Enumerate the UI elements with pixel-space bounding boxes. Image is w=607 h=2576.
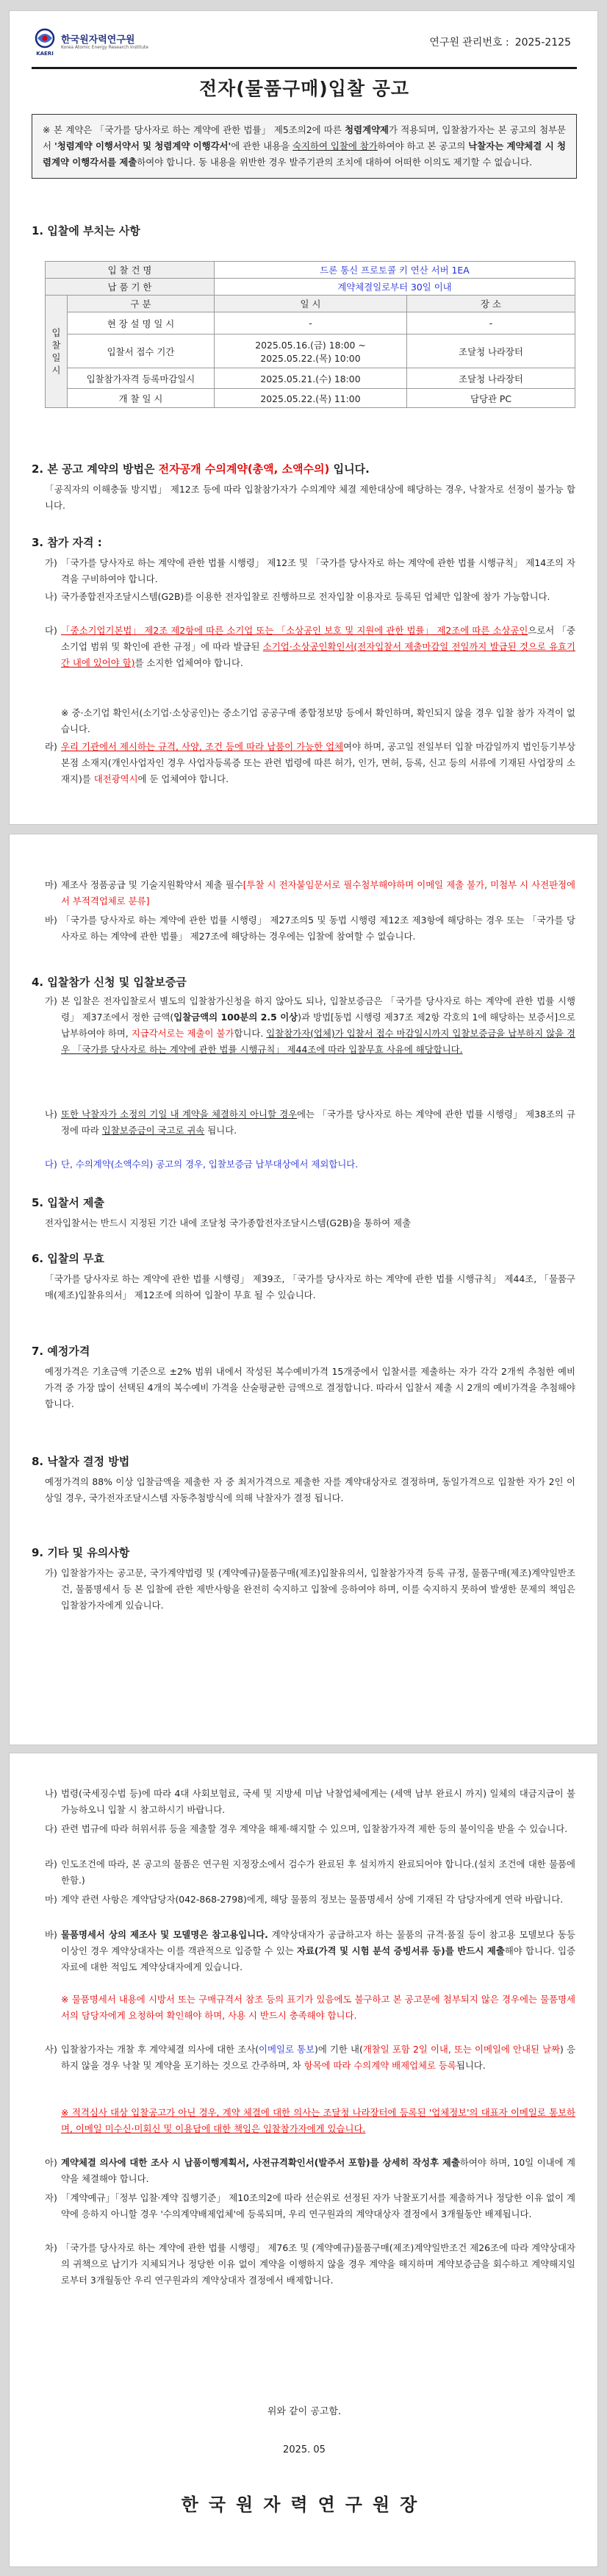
notes-item-f: 바) 물품명세서 상의 제조사 및 모델명은 참고용입니다. 계약상대자가 공급하고자 하는 물품의 규격·품질 등이 참고용 모델보다 동등 이상인 경우 계약상대자는 이를 객관적으로 입증할 수 있는 자료(가격 및 시험 분석 증빙서류 등)를 반드시 제출해야 합니다. 입증자료에 대한 적임도 계약상대자에게 있습니다.: [45, 1929, 575, 1972]
org-name: 한국원자력연구원: [61, 35, 135, 46]
eligibility-note: ※ 중·소기업 확인서(소기업·소상공인)는 중소기업 공공구매 종합정보망 등에서 확인하며, 확인되지 않을 경우 입찰 참가 자격이 없습니다.: [61, 707, 575, 734]
integrity-notice: ※ 본 계약은 「국가를 당사자로 하는 계약에 관한 법률」 제5조의2에 따른 청렴계약제가 적용되며, 입찰참가자는 본 공고의 첨부문서 '청렴계약 이행서약서 및 청렴계약 이행각서'에 관한 내용을 숙지하여 입찰에 참가하여야 하고 본 공고의 낙찰자는 계약체결 시 청렴계약 이행각서를 제출하여야 합니다. 동 내용을 위반한 경우 발주기관의 조치에 대하여 어떠한 이의도 제기할 수 없습니다.: [32, 114, 577, 179]
document-number: [429, 35, 571, 49]
section-8-body: 예정가격의 88% 이상 입찰금액을 제출한 자 중 최저가격으로 제출한 자를 계약대상자로 결정하며, 동일가격으로 입찰한 자가 2인 이상일 경우, 국가전자조달시스템 자동추첨방식에 의해 낙찰자가 결정 됩니다.: [45, 1476, 575, 1503]
col-header-datetime: 일 시: [215, 296, 407, 312]
eligibility-item-d: 라) 우리 기관에서 제시하는 규격, 사양, 조건 등에 따라 납품이 가능한 업체여야 하며, 공고일 전일부터 입찰 마감일까지 법인등기부상 본점 소재지(개인사업자인 경우 사업자등록증 또는 관련 법령에 따른 허가, 인가, 면허, 등록, 신고 등의 서류에 기재된 사업장의 소재지)를 대전광역시에 둔 업체여야 합니다.: [45, 741, 575, 784]
section-6-body: 「국가를 당사자로 하는 계약에 관한 법률 시행령」 제39조, 「국가를 당사자로 하는 계약에 관한 법률 시행규칙」 제44조, 「물품구매(제조)입찰유의서」 제12조에 의하여 입찰이 무효 될 수 있습니다.: [45, 1273, 575, 1300]
eligibility-item-c: 다) 「중소기업기본법」 제2조 제2항에 따른 소기업 또는 「소상공인 보호 및 지원에 관한 법률」 제2조에 따른 소상공인으로서 「중소기업 범위 및 확인에 관한 규정」에 따라 발급된 소기업·소상공인확인서(전자입찰서 제출마감일 전일까지 발급된 것으로 유효기간 내에 있어야 함)를 소지한 업체여야 합니다.: [45, 625, 575, 668]
col-header-place: 장 소: [407, 296, 575, 312]
table-row: 현 장 설 명 일 시 - -: [46, 312, 575, 334]
col-header-type: 구 분: [68, 296, 215, 312]
document-number-label: 연구원 관리번호 :: [429, 37, 509, 49]
section-7-body: 예정가격은 기초금액 기준으로 ±2% 범위 내에서 작성된 복수예비가격 15개중에서 입찰서를 제출하는 자가 각각 2개씩 추첨한 예비가격 중 가장 많이 선택된 4개의 복수예비 가격을 산술평균한 금액으로 결정합니다. 따라서 입찰서 제출 시 2개의 예비가격을 추첨해야 합니다.: [45, 1366, 575, 1409]
section-2-title: 2. 본 공고 계약의 방법은 전자공개 수의계약(총액, 소액수의) 입니다.: [32, 462, 370, 476]
eligibility-item-a: 가) 「국가를 당사자로 하는 계약에 관한 법률 시행령」 제12조 및 「국가를 당사자로 하는 계약에 관한 법률 시행규칙」 제14조의 자격을 구비하여야 합니다.: [45, 557, 575, 584]
eligibility-item-e: 마) 제조사 정품공급 및 기술지원확약서 제출 필수[투찰 시 전자붙임문서로 필수첨부해야하며 이메일 제출 불가, 미첨부 시 사전판정에서 부적격업체로 분류]: [45, 879, 575, 906]
bid-name-label: 입 찰 건 명: [46, 262, 215, 279]
schedule-label: 입찰일시: [46, 296, 68, 408]
bid-schedule-table: [45, 261, 575, 408]
delivery-due-value: 계약체결일로부터 30일 이내: [215, 279, 575, 296]
page-2: [9, 834, 598, 1745]
notes-item-j: 차) 「국가를 당사자로 하는 계약에 관한 법률 시행령」 제76조 및 (계약예규)물품구매(제조)계약일반조건 제26조에 따라 계약상대자의 귀책으로 납기가 지체되거나 정당한 이유 없이 계약을 이행하지 않을 경우 계약을 해지하며 계약보증금을 회수하고 계약해지일로부터 3개월동안 우리 연구원과의 계약상대자 결정에서 배제합니다.: [45, 2242, 575, 2286]
notes-item-a: 가) 입찰참가자는 공고문, 국가계약법령 및 (계약예규)물품구매(제조)입찰유의서, 입찰참가자격 등록 규정, 물품구매(제조)계약일반조건, 물품명세서 등 본 입찰에 관한 제반사항을 완전히 숙지하고 입찰에 응하여야 하며, 이를 숙지하지 못하여 발생한 문제의 책임은 입찰참가자에게 있습니다.: [45, 1567, 575, 1611]
document-number-value: 2025-2125: [514, 37, 571, 49]
section-1-title: 1. 입찰에 부치는 사항: [32, 224, 140, 237]
org-name-en: Korea Atomic Energy Research Institute: [61, 45, 148, 50]
deposit-item-c: 다) 단, 수의계약(소액수의) 공고의 경우, 입찰보증금 납부대상에서 제외합니다.: [45, 1159, 359, 1170]
table-row: 입찰참가자격 등록마감일시 2025.05.21.(수) 18:00 조달청 나라장터: [46, 368, 575, 389]
notes-spec-note: ※ 물품명세서 내용에 시방서 또는 구매규격서 참조 등의 표기가 있음에도 불구하고 본 공고문에 첨부되지 않은 경우에는 물품명세서의 담당자에게 요청하여 확인해야 하며, 사용 시 반드시 충족해야 합니다.: [61, 1994, 575, 2021]
section-4-title: 4. 입찰참가 신청 및 입찰보증금: [32, 976, 187, 989]
closing-text: 위와 같이 공고함.: [267, 2406, 342, 2417]
table-row: 입찰서 접수 기간 2025.05.16.(금) 18:00 ~ 2025.05.22.(목) 10:00 조달청 나라장터: [46, 334, 575, 368]
delivery-due-label: 납 품 기 한: [46, 279, 215, 296]
notes-item-e: 마) 계약 관련 사항은 계약담당자(042-868-2798)에게, 해당 물품의 정보는 물품명세서 상에 기재된 각 담당자에게 연락 바랍니다.: [45, 1894, 564, 1905]
svg-text:KAERI: KAERI: [36, 51, 54, 57]
kaeri-logo-icon: [32, 27, 58, 57]
page-3: [9, 1753, 598, 2567]
notes-item-b: 나) 법령(국세징수법 등)에 따라 4대 사회보험료, 국세 및 지방세 미납 낙찰업체에게는 (세액 납부 완료시 까지) 일체의 대금지급이 불가능하오니 입찰 시 참고하시기 바랍니다.: [45, 1788, 575, 1815]
notes-item-g: 사) 입찰참가자는 개찰 후 계약체결 의사에 대한 조사(이메일로 통보)에 기한 내(개찰일 포함 2일 이내, 또는 이메일에 안내된 날짜) 응하지 않을 경우 낙찰 및 계약을 포기하는 것으로 간주하며, 차 항목에 따라 수의계약 배제업체로 등록됩니다.: [45, 2044, 575, 2071]
notes-item-h: 아) 계약체결 의사에 대한 조사 시 납품이행계획서, 사전규격확인서(발주서 포함)를 상세히 작성후 제출하여야 하며, 10일 이내에 계약을 체결해야 합니다.: [45, 2157, 575, 2184]
deposit-item-b: 나) 또한 낙찰자가 소정의 기일 내 계약을 체결하지 아니할 경우에는 「국가를 당사자로 하는 계약에 관한 법률 시행령」 제38조의 규정에 따라 입찰보증금이 국고로 귀속 됩니다.: [45, 1109, 575, 1136]
announcement-date: 2025. 05: [283, 2444, 326, 2455]
org-logo: [32, 27, 149, 58]
section-2-body: 「공직자의 이해충돌 방지법」 제12조 등에 따라 입찰참가자가 수의계약 체결 제한대상에 해당하는 경우, 낙찰자로 선정이 불가능 합니다.: [45, 484, 575, 511]
section-8-title: 8. 낙찰자 결정 방법: [32, 1455, 130, 1468]
notes-item-i: 자) 「계약예규」「정부 입찰·계약 집행기준」 제10조의2에 따라 선순위로 선정된 자가 낙찰포기서를 제출하거나 정당한 이유 없이 계약에 응하지 아니할 경우 '수의계약배제업체'에 등록되며, 우리 연구원과의 계약대상자 결정에서 3개월동안 배제됩니다.: [45, 2192, 575, 2219]
notes-email-note: ※ 적격심사 대상 입찰공고가 아닌 경우, 계약 체결에 대한 의사는 조달청 나라장터에 등록된 '업체정보'의 대표자 이메일로 통보하며, 이메일 미수신·미회신 및 이용답에 대한 책임은 입찰참가자에게 있습니다.: [61, 2107, 575, 2134]
section-9-title: 9. 기타 및 유의사항: [32, 1546, 130, 1559]
signer-name: 한국원자력연구원장: [181, 2494, 428, 2515]
header-rule: [32, 67, 577, 69]
section-5-title: 5. 입찰서 제출: [32, 1196, 105, 1209]
document-header: [32, 24, 577, 65]
eligibility-item-b: 나) 국가종합전자조달시스템(G2B)를 이용한 전자입찰로 진행하므로 전자입찰 이용자로 등록된 업체만 입찰에 참가 가능합니다.: [45, 591, 550, 602]
section-6-title: 6. 입찰의 무효: [32, 1252, 105, 1265]
notes-item-d: 라) 인도조건에 따라, 본 공고의 물품은 연구원 지정장소에서 검수가 완료된 후 설치까지 완료되어야 합니다.(설치 조건에 대한 물품에 한함.): [45, 1858, 575, 1886]
deposit-item-a: 가) 본 입찰은 전자입찰로서 별도의 입찰참가신청을 하지 않아도 되나, 입찰보증금은 「국가를 당사자로 하는 계약에 관한 법률 시행령」 제37조에서 정한 금액(입찰금액의 100분의 2.5 이상)과 방법[동법 시행령 제37조 제2항 각호의 1에 해당하는 보증서]으로 납부하여야 하며, 지급각서로는 제출이 불가합니다. 입찰참가자(업체)가 입찰서 접수 마감일시까지 입찰보증금을 납부하지 않을 경우 「국가를 당사자로 하는 계약에 관한 법률 시행규칙」 제44조에 따라 입찰무효 사유에 해당합니다.: [45, 995, 576, 1055]
section-7-title: 7. 예정가격: [32, 1345, 90, 1358]
bid-name-value: 드론 통신 프로토콜 키 연산 서버 1EA: [215, 262, 575, 279]
page-1: [9, 10, 598, 825]
table-row: 개 찰 일 시 2025.05.22.(목) 11:00 담당관 PC: [46, 389, 575, 408]
page-title: 전자(물품구매)입찰 공고: [198, 78, 410, 99]
section-5-body: 전자입찰서는 반드시 지정된 기간 내에 조달청 국가종합전자조달시스템(G2B)을 통하여 제출: [45, 1217, 412, 1228]
section-3-title: 3. 참가 자격 :: [32, 536, 102, 549]
eligibility-item-f: 바) 「국가를 당사자로 하는 계약에 관한 법률 시행령」 제27조의5 및 동법 시행령 제12조 제3항에 해당하는 경우 또는 「국가를 당사자로 하는 계약에 관한 법률」 제27조에 해당하는 경우에는 입찰에 참여할 수 없습니다.: [45, 915, 575, 942]
notes-item-c: 다) 관련 법규에 따라 허위서류 등을 제출할 경우 계약을 해제·해지할 수 있으며, 입찰참가자격 제한 등의 불이익을 받을 수 있습니다.: [45, 1823, 568, 1834]
